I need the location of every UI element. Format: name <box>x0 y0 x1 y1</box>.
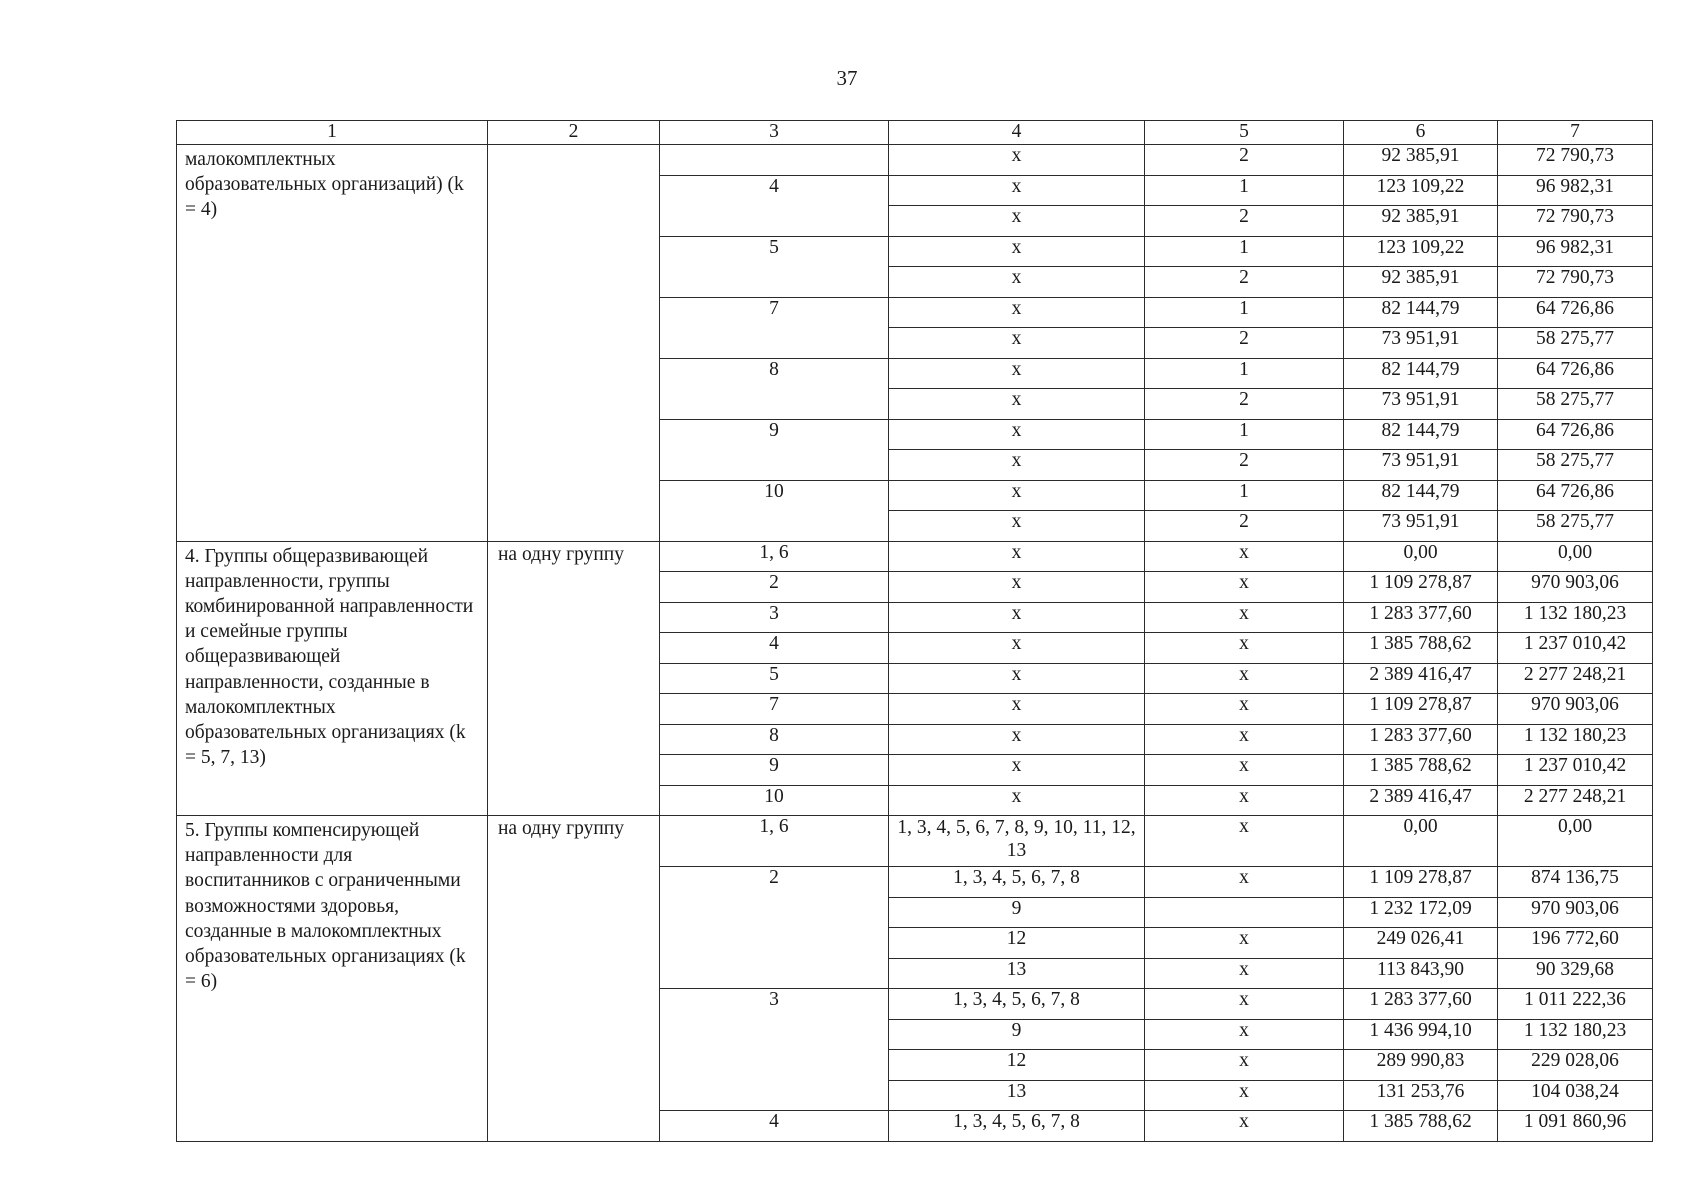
table-body <box>177 121 1653 1142</box>
category-cell: 1, 3, 4, 5, 6, 7, 8 <box>889 989 1145 1020</box>
value-cell-col6: 73 951,91 <box>1344 511 1498 542</box>
column-number-row <box>177 121 1653 145</box>
column-header: 4 <box>889 121 1145 145</box>
group-number-cell: 3 <box>660 602 889 633</box>
subcategory-cell: х <box>1145 755 1344 786</box>
category-cell: х <box>889 358 1145 389</box>
value-cell-col7: 58 275,77 <box>1498 450 1653 481</box>
subcategory-cell: х <box>1145 541 1344 572</box>
subcategory-cell: 1 <box>1145 297 1344 328</box>
value-cell-col7: 229 028,06 <box>1498 1050 1653 1081</box>
section-unit: на одну группу <box>488 541 660 816</box>
category-cell: х <box>889 541 1145 572</box>
value-cell-col7: 1 132 180,23 <box>1498 1019 1653 1050</box>
subcategory-cell: 2 <box>1145 328 1344 359</box>
value-cell-col7: 72 790,73 <box>1498 206 1653 237</box>
value-cell-col6: 1 109 278,87 <box>1344 867 1498 898</box>
value-cell-col7: 90 329,68 <box>1498 958 1653 989</box>
category-cell: 1, 3, 4, 5, 6, 7, 8 <box>889 1111 1145 1142</box>
value-cell-col7: 970 903,06 <box>1498 694 1653 725</box>
value-cell-col7: 104 038,24 <box>1498 1080 1653 1111</box>
column-header: 3 <box>660 121 889 145</box>
category-cell: 12 <box>889 928 1145 959</box>
group-number-cell: 1, 6 <box>660 541 889 572</box>
category-cell: х <box>889 785 1145 816</box>
subcategory-cell: 2 <box>1145 511 1344 542</box>
value-cell-col6: 289 990,83 <box>1344 1050 1498 1081</box>
value-cell-col6: 73 951,91 <box>1344 328 1498 359</box>
table-row <box>177 816 1653 867</box>
value-cell-col6: 2 389 416,47 <box>1344 785 1498 816</box>
subcategory-cell: 2 <box>1145 206 1344 237</box>
page-number: 37 <box>836 66 858 90</box>
category-cell: х <box>889 572 1145 603</box>
group-number-cell: 10 <box>660 785 889 816</box>
value-cell-col6: 1 109 278,87 <box>1344 572 1498 603</box>
subcategory-cell: 2 <box>1145 267 1344 298</box>
subcategory-cell <box>1145 897 1344 928</box>
value-cell-col6: 1 109 278,87 <box>1344 694 1498 725</box>
value-cell-col7: 58 275,77 <box>1498 389 1653 420</box>
value-cell-col7: 1 011 222,36 <box>1498 989 1653 1020</box>
category-cell: х <box>889 602 1145 633</box>
value-cell-col6: 1 385 788,62 <box>1344 1111 1498 1142</box>
category-cell: х <box>889 694 1145 725</box>
category-cell: 13 <box>889 1080 1145 1111</box>
section-description: 4. Группы общеразвивающей направленности, группы комбинированной направленности и семейные группы общеразвивающей направленности, созданные в малокомплектных образовательных организациях (k = 5, 7, 13) <box>177 541 488 816</box>
column-header: 6 <box>1344 121 1498 145</box>
value-cell-col6: 1 232 172,09 <box>1344 897 1498 928</box>
group-number-cell: 8 <box>660 724 889 755</box>
value-cell-col7: 1 132 180,23 <box>1498 724 1653 755</box>
category-cell: х <box>889 175 1145 206</box>
subcategory-cell: 2 <box>1145 389 1344 420</box>
group-number-cell: 3 <box>660 989 889 1111</box>
category-cell: х <box>889 236 1145 267</box>
column-header: 5 <box>1145 121 1344 145</box>
value-cell-col7: 2 277 248,21 <box>1498 663 1653 694</box>
subcategory-cell: х <box>1145 724 1344 755</box>
category-cell: 12 <box>889 1050 1145 1081</box>
category-cell: 1, 3, 4, 5, 6, 7, 8 <box>889 867 1145 898</box>
subcategory-cell: х <box>1145 663 1344 694</box>
group-number-cell: 8 <box>660 358 889 419</box>
value-cell-col7: 58 275,77 <box>1498 511 1653 542</box>
group-number-cell <box>660 145 889 176</box>
subcategory-cell: 2 <box>1145 450 1344 481</box>
value-cell-col6: 82 144,79 <box>1344 480 1498 511</box>
group-number-cell: 7 <box>660 297 889 358</box>
value-cell-col6: 249 026,41 <box>1344 928 1498 959</box>
value-cell-col6: 1 385 788,62 <box>1344 633 1498 664</box>
value-cell-col6: 0,00 <box>1344 541 1498 572</box>
subcategory-cell: х <box>1145 694 1344 725</box>
value-cell-col7: 970 903,06 <box>1498 572 1653 603</box>
value-cell-col7: 0,00 <box>1498 816 1653 867</box>
value-cell-col7: 0,00 <box>1498 541 1653 572</box>
category-cell: х <box>889 145 1145 176</box>
value-cell-col6: 1 436 994,10 <box>1344 1019 1498 1050</box>
value-cell-col6: 0,00 <box>1344 816 1498 867</box>
group-number-cell: 2 <box>660 867 889 989</box>
group-number-cell: 5 <box>660 663 889 694</box>
value-cell-col7: 1 091 860,96 <box>1498 1111 1653 1142</box>
section-unit: на одну группу <box>488 816 660 1142</box>
value-cell-col6: 92 385,91 <box>1344 267 1498 298</box>
value-cell-col6: 123 109,22 <box>1344 236 1498 267</box>
value-cell-col6: 73 951,91 <box>1344 389 1498 420</box>
value-cell-col6: 92 385,91 <box>1344 206 1498 237</box>
group-number-cell: 4 <box>660 633 889 664</box>
value-cell-col6: 82 144,79 <box>1344 358 1498 389</box>
group-number-cell: 1, 6 <box>660 816 889 867</box>
value-cell-col7: 58 275,77 <box>1498 328 1653 359</box>
category-cell: 9 <box>889 1019 1145 1050</box>
value-cell-col7: 1 132 180,23 <box>1498 602 1653 633</box>
value-cell-col7: 64 726,86 <box>1498 297 1653 328</box>
category-cell: х <box>889 389 1145 420</box>
subcategory-cell: х <box>1145 785 1344 816</box>
value-cell-col6: 92 385,91 <box>1344 145 1498 176</box>
group-number-cell: 9 <box>660 419 889 480</box>
table-row <box>177 541 1653 572</box>
value-cell-col7: 1 237 010,42 <box>1498 633 1653 664</box>
section-unit <box>488 145 660 542</box>
subcategory-cell: х <box>1145 1111 1344 1142</box>
category-cell: х <box>889 663 1145 694</box>
value-cell-col7: 2 277 248,21 <box>1498 785 1653 816</box>
value-cell-col7: 96 982,31 <box>1498 175 1653 206</box>
subcategory-cell: 1 <box>1145 358 1344 389</box>
category-cell: х <box>889 724 1145 755</box>
subcategory-cell: х <box>1145 958 1344 989</box>
value-cell-col6: 1 283 377,60 <box>1344 602 1498 633</box>
subcategory-cell: х <box>1145 1019 1344 1050</box>
group-number-cell: 9 <box>660 755 889 786</box>
value-cell-col6: 123 109,22 <box>1344 175 1498 206</box>
subcategory-cell: 1 <box>1145 175 1344 206</box>
value-cell-col7: 1 237 010,42 <box>1498 755 1653 786</box>
value-cell-col6: 131 253,76 <box>1344 1080 1498 1111</box>
category-cell: х <box>889 206 1145 237</box>
category-cell: х <box>889 450 1145 481</box>
subcategory-cell: х <box>1145 928 1344 959</box>
category-cell: 1, 3, 4, 5, 6, 7, 8, 9, 10, 11, 12, 13 <box>889 816 1145 867</box>
subcategory-cell: 2 <box>1145 145 1344 176</box>
value-cell-col6: 1 385 788,62 <box>1344 755 1498 786</box>
value-cell-col7: 96 982,31 <box>1498 236 1653 267</box>
subcategory-cell: х <box>1145 602 1344 633</box>
value-cell-col7: 64 726,86 <box>1498 419 1653 450</box>
subcategory-cell: х <box>1145 816 1344 867</box>
category-cell: 13 <box>889 958 1145 989</box>
subcategory-cell: 1 <box>1145 236 1344 267</box>
category-cell: х <box>889 633 1145 664</box>
value-cell-col7: 970 903,06 <box>1498 897 1653 928</box>
category-cell: 9 <box>889 897 1145 928</box>
column-header: 7 <box>1498 121 1653 145</box>
value-cell-col7: 64 726,86 <box>1498 480 1653 511</box>
value-cell-col7: 874 136,75 <box>1498 867 1653 898</box>
value-cell-col6: 1 283 377,60 <box>1344 989 1498 1020</box>
value-cell-col6: 82 144,79 <box>1344 297 1498 328</box>
category-cell: х <box>889 297 1145 328</box>
group-number-cell: 7 <box>660 694 889 725</box>
subcategory-cell: х <box>1145 989 1344 1020</box>
category-cell: х <box>889 419 1145 450</box>
group-number-cell: 4 <box>660 175 889 236</box>
column-header: 2 <box>488 121 660 145</box>
subcategory-cell: 1 <box>1145 480 1344 511</box>
value-cell-col6: 82 144,79 <box>1344 419 1498 450</box>
value-cell-col7: 64 726,86 <box>1498 358 1653 389</box>
table-row <box>177 145 1653 176</box>
group-number-cell: 5 <box>660 236 889 297</box>
category-cell: х <box>889 328 1145 359</box>
value-cell-col6: 2 389 416,47 <box>1344 663 1498 694</box>
subcategory-cell: х <box>1145 572 1344 603</box>
subcategory-cell: х <box>1145 867 1344 898</box>
value-cell-col7: 72 790,73 <box>1498 145 1653 176</box>
section-description: 5. Группы компенсирующей направленности для воспитанников с ограниченными возможностями здоровья, созданные в малокомплектных образовательных организациях (k = 6) <box>177 816 488 1142</box>
section-description: малокомплектных образовательных организаций) (k = 4) <box>177 145 488 542</box>
subcategory-cell: х <box>1145 1050 1344 1081</box>
category-cell: х <box>889 755 1145 786</box>
tariff-table <box>176 120 1653 1142</box>
group-number-cell: 2 <box>660 572 889 603</box>
category-cell: х <box>889 511 1145 542</box>
column-header: 1 <box>177 121 488 145</box>
value-cell-col6: 113 843,90 <box>1344 958 1498 989</box>
value-cell-col7: 196 772,60 <box>1498 928 1653 959</box>
value-cell-col7: 72 790,73 <box>1498 267 1653 298</box>
group-number-cell: 10 <box>660 480 889 541</box>
category-cell: х <box>889 480 1145 511</box>
group-number-cell: 4 <box>660 1111 889 1142</box>
value-cell-col6: 1 283 377,60 <box>1344 724 1498 755</box>
subcategory-cell: х <box>1145 1080 1344 1111</box>
subcategory-cell: 1 <box>1145 419 1344 450</box>
category-cell: х <box>889 267 1145 298</box>
value-cell-col6: 73 951,91 <box>1344 450 1498 481</box>
subcategory-cell: х <box>1145 633 1344 664</box>
